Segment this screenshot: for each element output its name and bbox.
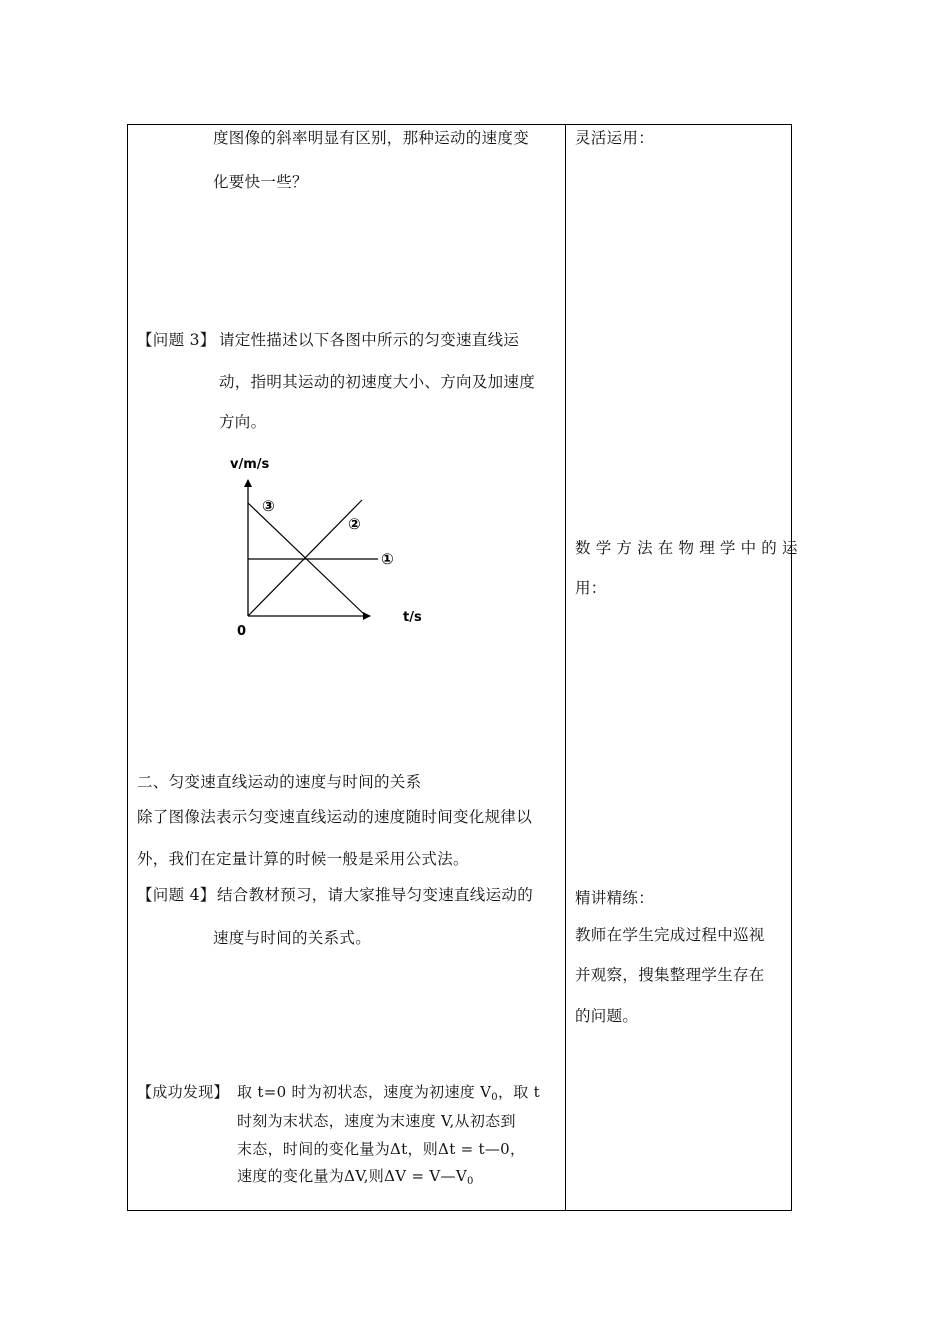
success-line4: 速度的变化量为ΔV,则$\Delta V = V—V_0$ [237, 1167, 474, 1187]
lesson-table [127, 124, 792, 1211]
success-line2: 时刻为末状态，速度为末速度 V,从初态到 [237, 1112, 516, 1130]
question3-line3: 方向。 [219, 413, 267, 431]
flexible-use-heading: 灵活运用： [575, 129, 655, 147]
success-line1: 取 t=0 时为初状态，速度为初速度 $V_0$，取 t [237, 1083, 540, 1103]
question3-label: 【问题 3】 [137, 331, 216, 349]
graph-y-axis-label: v/m/s [230, 457, 270, 472]
lecture-line2: 并观察，搜集整理学生存在 [575, 966, 765, 984]
math-method-line2: 用： [575, 579, 607, 597]
graph-line-2-label: ② [348, 515, 361, 533]
math-method-line1: 数学方法在物理学中的运 [575, 539, 803, 557]
graph-line-1-label: ① [381, 550, 394, 568]
table-column-divider [565, 124, 566, 1211]
graph-origin-label: 0 [237, 624, 247, 639]
question2-continuation-line1: 度图像的斜率明显有区别，那种运动的速度变 [213, 129, 530, 147]
section2-title: 二、匀变速直线运动的速度与时间的关系 [137, 773, 422, 791]
lecture-line3: 的问题。 [575, 1007, 639, 1025]
question4-line1: 结合教材预习，请大家推导匀变速直线运动的 [217, 886, 534, 904]
question4-label: 【问题 4】 [137, 886, 216, 904]
success-label: 【成功发现】 [137, 1083, 229, 1101]
question3-line2: 动，指明其运动的初速度大小、方向及加速度 [219, 373, 536, 391]
velocity-time-graph [220, 448, 445, 643]
section2-paragraph-line2: 外，我们在定量计算的时候一般是采用公式法。 [137, 850, 469, 868]
graph-line-3-label: ③ [262, 497, 275, 515]
success-line3: 末态，时间的变化量为Δt，则Δt = t—0， [237, 1140, 526, 1158]
section2-paragraph-line1: 除了图像法表示匀变速直线运动的速度随时间变化规律以 [137, 808, 533, 826]
lecture-line1: 教师在学生完成过程中巡视 [575, 926, 765, 944]
question4-line2: 速度与时间的关系式。 [213, 929, 372, 947]
question3-line1: 请定性描述以下各图中所示的匀变速直线运 [219, 331, 520, 349]
graph-x-axis-label: t/s [403, 610, 422, 625]
lecture-heading: 精讲精练： [575, 889, 655, 907]
question2-continuation-line2: 化要快一些？ [213, 173, 308, 191]
